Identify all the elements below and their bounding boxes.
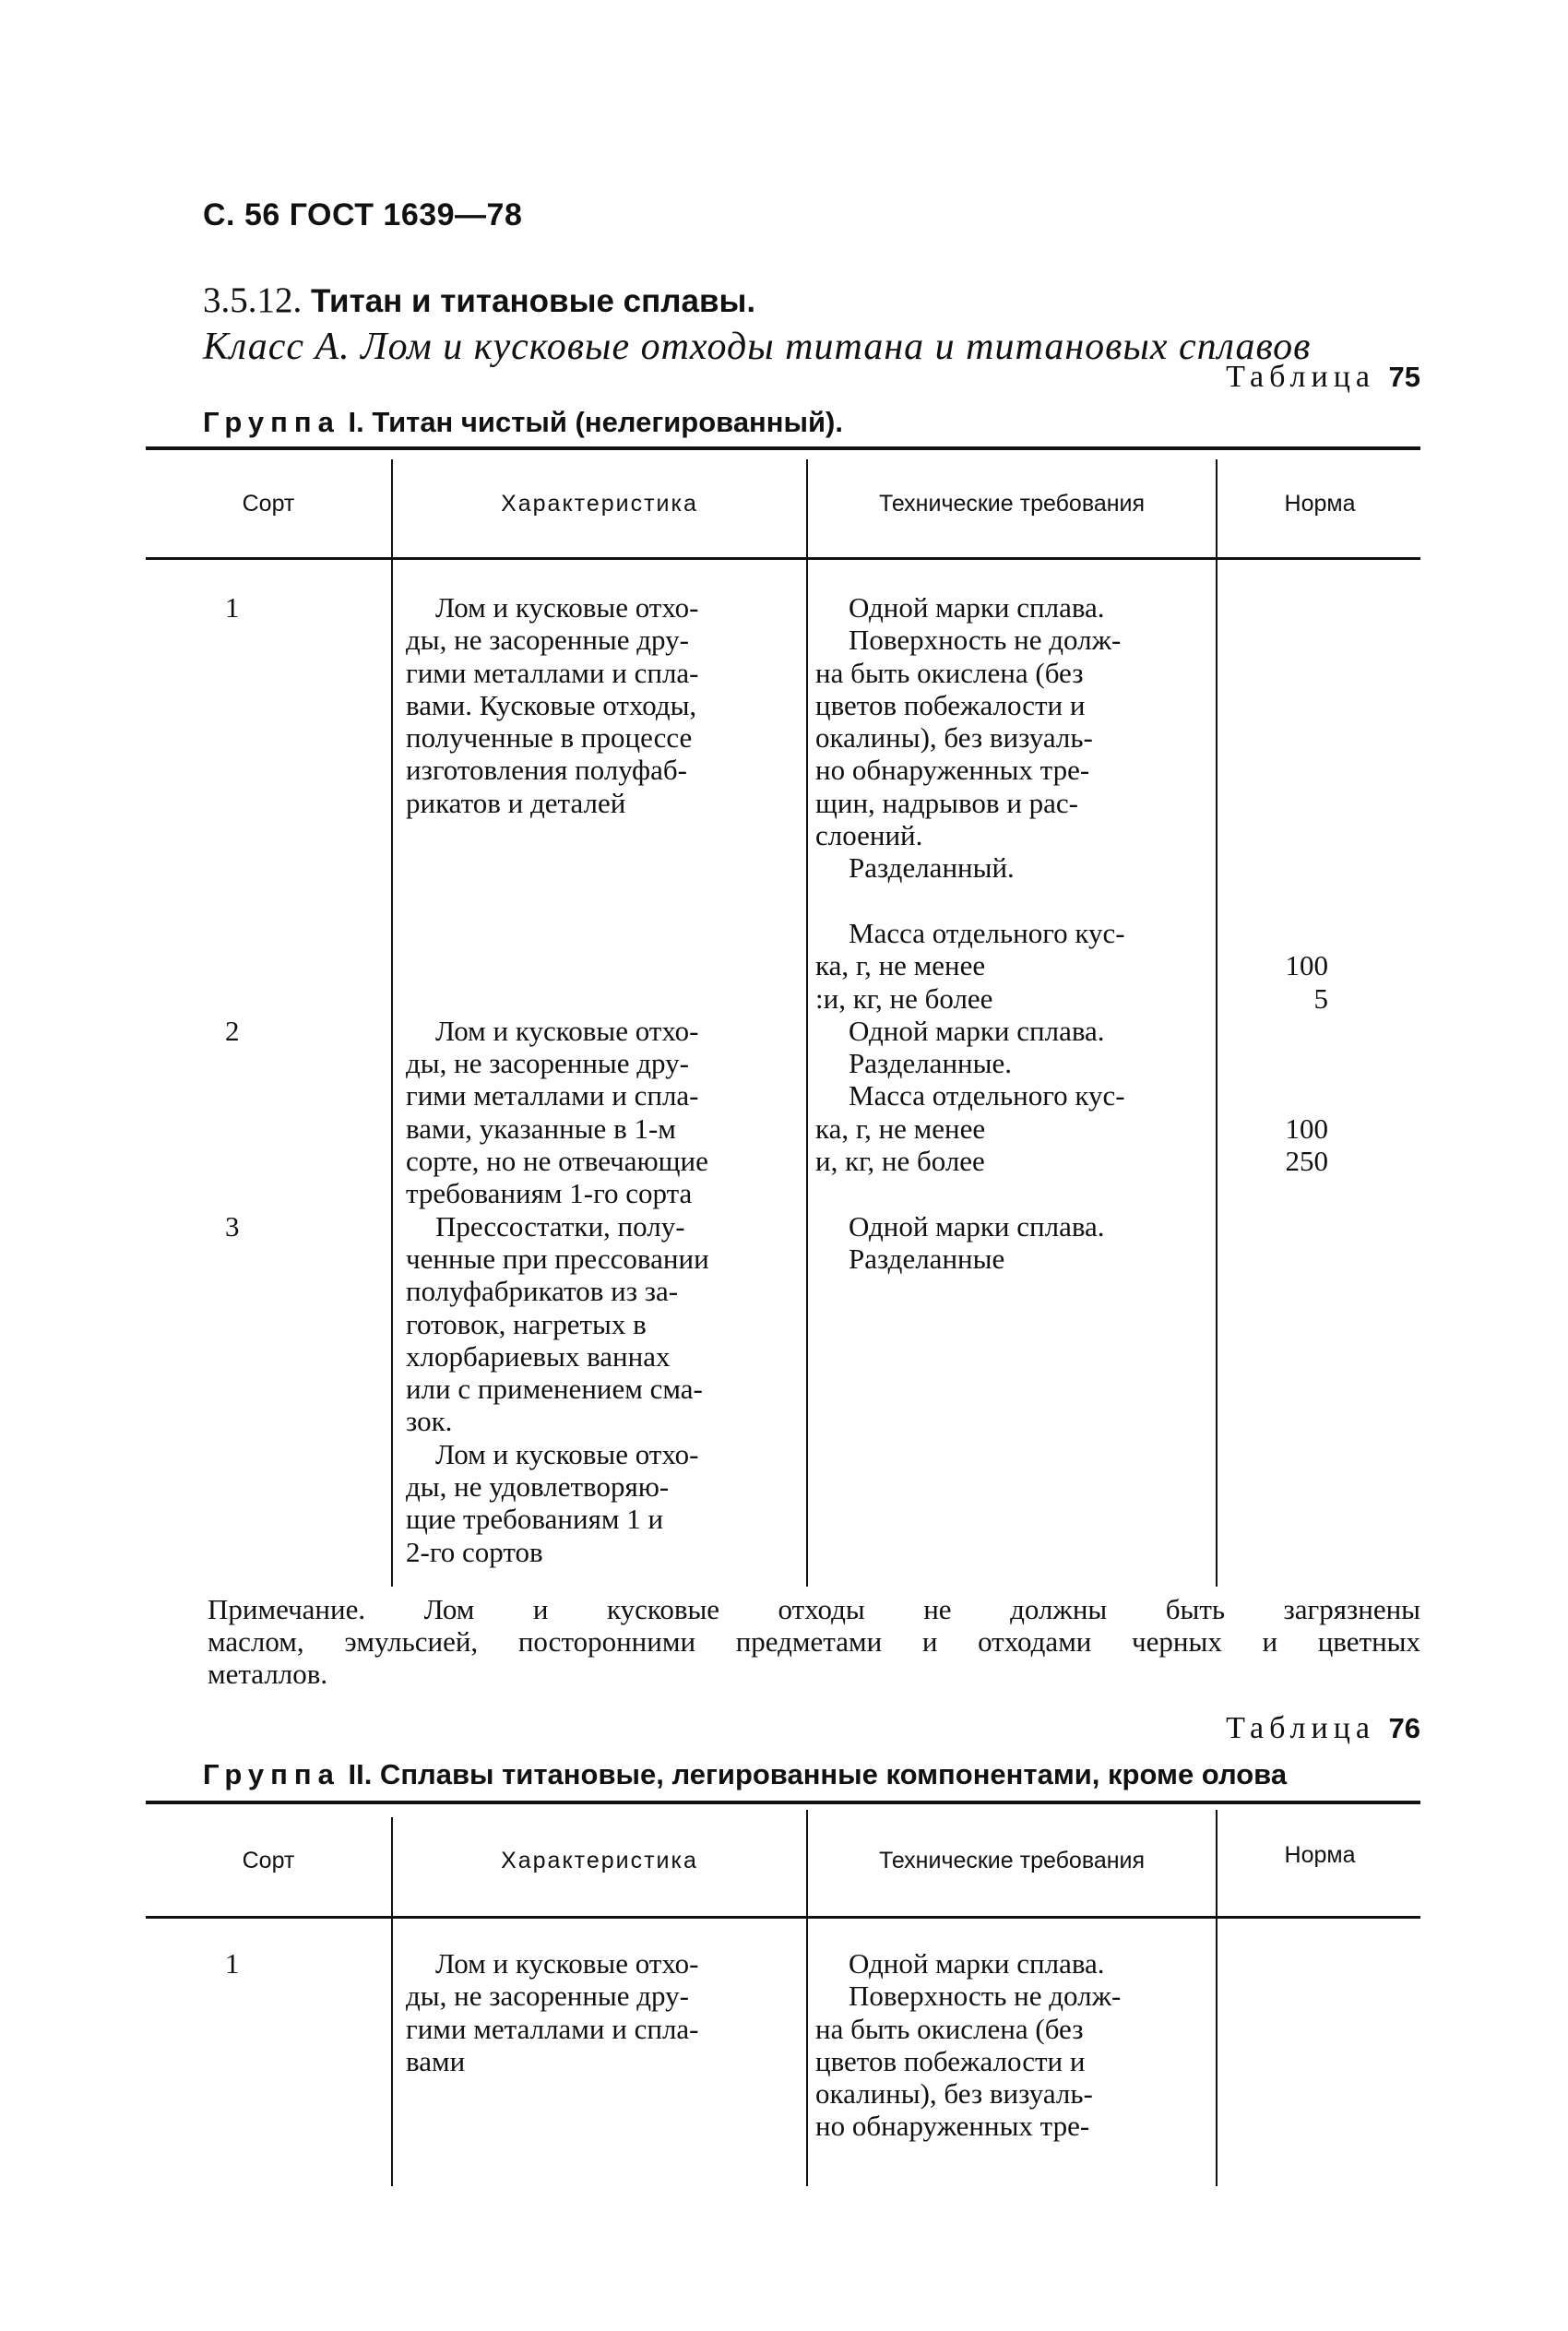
char-line: изготовления полуфаб- [406, 754, 687, 787]
table76-header-rule [146, 1916, 1420, 1919]
page-header: С. 56 ГОСТ 1639—78 [203, 197, 523, 232]
char-line: или с применением сма- [406, 1373, 703, 1406]
table76-label: Таблица 76 [1226, 1711, 1420, 1745]
req-line: Разделанные. [849, 1047, 1012, 1080]
req-line: Масса отдельного кус- [849, 1079, 1125, 1112]
char-line: сорте, но не отвечающие [406, 1145, 708, 1178]
req-line: на быть окислена (без [815, 656, 1084, 689]
char-line: полуфабрикатов из за- [406, 1275, 679, 1308]
req-line: ка, г, не менее [815, 1112, 986, 1145]
table75-label: Таблица 75 [1226, 360, 1420, 394]
table75-header-rule [146, 557, 1420, 560]
req-line: Одной марки сплава. [849, 1014, 1105, 1047]
section-number: 3.5.12. [203, 280, 303, 320]
table75-divider-1 [391, 459, 393, 1587]
norm-value: 250 [1285, 1145, 1328, 1178]
table75-col-sort: 1 2 3 [225, 591, 240, 1243]
char-line: ды, не засоренные дру- [406, 1980, 689, 2013]
char-line: вами, указанные в 1-м [406, 1112, 676, 1145]
norm-value: 5 [1313, 981, 1328, 1015]
req-line: Поверхность не долж- [849, 1980, 1122, 2013]
table75-col-characteristic [406, 591, 709, 1568]
table75-header-sort: Сорт [242, 491, 295, 517]
table76-header-sort: Сорт [242, 1848, 295, 1873]
table75-col-norm [1227, 591, 1328, 1177]
req-line: Поверхность не долж- [849, 624, 1122, 657]
char-line: полученные в процессе [406, 721, 693, 755]
char-line: ды, не засоренные дру- [406, 1047, 689, 1080]
table75-col-requirements [815, 591, 1125, 1275]
char-line: хлорбариевых ваннах [406, 1339, 671, 1373]
table75-note [208, 1593, 1420, 1690]
req-line: но обнаруженных тре- [815, 754, 1090, 787]
char-line: ды, не засоренные дру- [406, 624, 689, 657]
norm-value: 100 [1285, 949, 1328, 982]
table75-header-req: Технические требования [878, 491, 1146, 517]
char-line: ченные при прессовании [406, 1242, 709, 1275]
req-line: и, кг, не более [815, 1145, 985, 1178]
char-line: готовок, нагретых в [406, 1307, 647, 1340]
char-line: ды, не удовлетворяю- [406, 1470, 670, 1504]
char-line: требованиям 1-го сорта [406, 1177, 693, 1210]
req-line: окалины), без визуаль- [815, 2077, 1093, 2111]
req-line: слоений. [815, 819, 923, 852]
table76-col-characteristic [406, 1947, 699, 2077]
req-line: цветов побежалости и [815, 688, 1086, 721]
req-line: щин, надрывов и рас- [815, 786, 1078, 819]
table75-group-title: Группа I. Титан чистый (нелегированный). [203, 406, 843, 438]
section-title: Титан и титановые сплавы. [311, 283, 756, 319]
note-line-1: Примечание. Лом и кусковые отходы не должны быть загрязнены [208, 1593, 1420, 1625]
table75-header-char: Характеристика [501, 491, 698, 517]
table76-divider-2 [806, 1810, 808, 2186]
table75-top-rule [146, 446, 1420, 450]
table76-divider-1 [391, 1817, 393, 2186]
norm-value: 100 [1285, 1112, 1328, 1145]
req-line: Разделанные [849, 1242, 1005, 1275]
table76-header-char: Характеристика [501, 1848, 698, 1873]
char-line: вами. Кусковые отходы, [406, 688, 697, 721]
char-line: 2-го сортов [406, 1535, 543, 1568]
char-line: Лом и кусковые отхо- [435, 591, 699, 624]
class-title: Класс А. Лом и кусковые отходы титана и титановых сплавов [203, 326, 1312, 368]
table76-top-rule [146, 1801, 1420, 1804]
req-line: на быть окислена (без [815, 2012, 1084, 2045]
table75-divider-2 [806, 459, 808, 1587]
char-line: Прессостатки, полу- [435, 1209, 685, 1243]
char-line: Лом и кусковые отхо- [435, 1947, 699, 1980]
req-line: но обнаруженных тре- [815, 2110, 1090, 2143]
table76-col-requirements [815, 1947, 1121, 2143]
char-line: зок. [406, 1405, 453, 1438]
char-line: Лом и кусковые отхо- [435, 1014, 699, 1047]
char-line: щие требованиям 1 и [406, 1503, 664, 1536]
table76-col-sort: 1 [225, 1947, 240, 1980]
req-line: Одной марки сплава. [849, 591, 1105, 624]
table76-header-req: Технические требования [878, 1848, 1146, 1873]
char-line: гими металлами и спла- [406, 1079, 699, 1112]
table75-divider-3 [1216, 459, 1218, 1587]
char-line: рикатов и деталей [406, 786, 626, 819]
req-line: Разделанный. [849, 851, 1015, 885]
table75-header-norm: Норма [1284, 491, 1356, 517]
table76-header-norm: Норма [1284, 1842, 1356, 1868]
note-line-3: металлов. [208, 1658, 328, 1690]
req-line: :и, кг, не более [815, 981, 993, 1015]
note-line-2: маслом, эмульсией, посторонними предметами и отходами черных и цветных [208, 1625, 1420, 1658]
req-line: окалины), без визуаль- [815, 721, 1093, 755]
char-line: гими металлами и спла- [406, 2012, 699, 2045]
req-line: ка, г, не менее [815, 949, 986, 982]
req-line: Масса отдельного кус- [849, 916, 1125, 949]
section-heading [203, 279, 755, 321]
req-line: Одной марки сплава. [849, 1947, 1105, 1980]
char-line: вами [406, 2044, 466, 2077]
req-line: цветов побежалости и [815, 2044, 1086, 2077]
char-line: Лом и кусковые отхо- [435, 1437, 699, 1470]
req-line: Одной марки сплава. [849, 1209, 1105, 1243]
table76-group-title: Группа II. Сплавы титановые, легированные компонентами, кроме олова [203, 1758, 1288, 1790]
table76-divider-3 [1216, 1810, 1218, 2186]
char-line: гими металлами и спла- [406, 656, 699, 689]
